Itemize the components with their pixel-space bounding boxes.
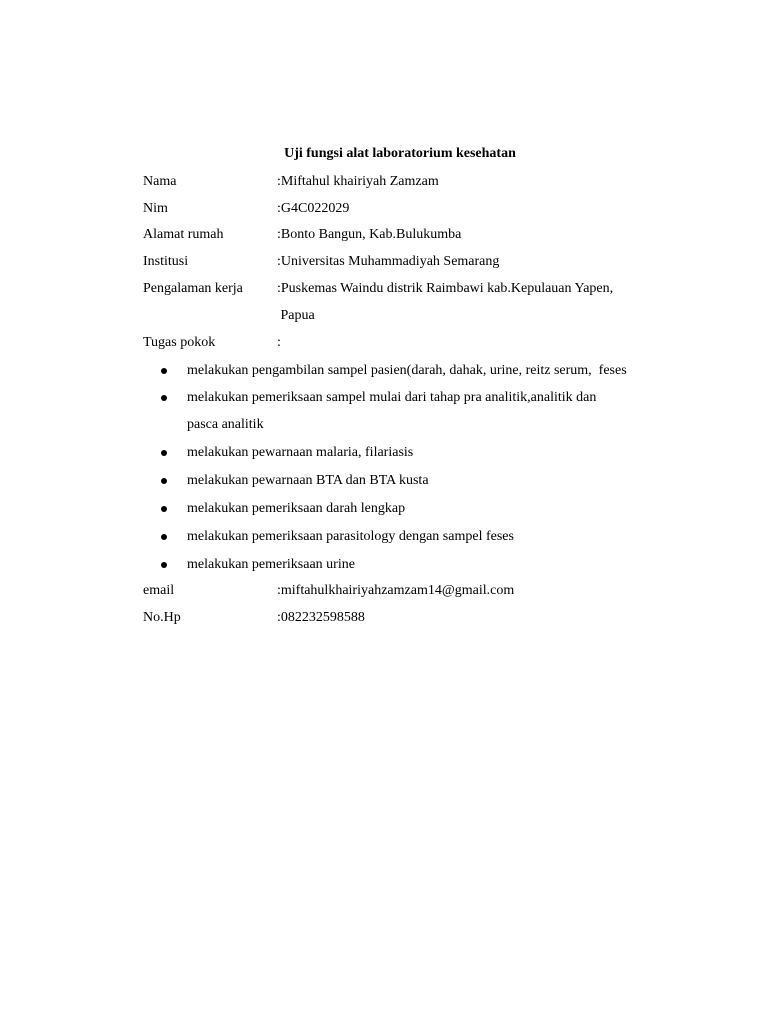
bullet-icon [161, 562, 167, 568]
field-value-continued: Papua [277, 308, 315, 323]
field-value: :miftahulkhairiyahzamzam14@gmail.com [277, 583, 515, 598]
list-item-text: melakukan pemeriksaan sampel mulai dari tahap pra analitik,analitik dan [187, 390, 597, 405]
list-item-text: melakukan pemeriksaan darah lengkap [187, 501, 406, 516]
list-item-continued: pasca analitik [187, 417, 264, 432]
list-item-text: melakukan pewarnaan malaria, filariasis [187, 445, 414, 460]
field-label: Institusi [143, 254, 189, 269]
bullet-icon [161, 450, 167, 456]
field-value: : [277, 335, 281, 350]
field-label: email [143, 583, 175, 598]
bullet-icon [161, 368, 167, 374]
list-item-text: melakukan pemeriksaan urine [187, 557, 355, 572]
field-label: Nim [143, 201, 168, 216]
field-value: :Bonto Bangun, Kab.Bulukumba [277, 227, 462, 242]
field-label: Tugas pokok [143, 335, 216, 350]
bullet-icon [161, 395, 167, 401]
bullet-icon [161, 506, 167, 512]
field-value: :Miftahul khairiyah Zamzam [277, 174, 439, 189]
list-item-text: melakukan pewarnaan BTA dan BTA kusta [187, 473, 429, 488]
bullet-icon [161, 534, 167, 540]
field-value: :G4C022029 [277, 201, 350, 216]
field-label: Nama [143, 174, 177, 189]
field-label: Alamat rumah [143, 227, 224, 242]
field-label: Pengalaman kerja [143, 281, 243, 296]
bullet-icon [161, 478, 167, 484]
document-title: Uji fungsi alat laboratorium kesehatan [284, 146, 516, 161]
field-label: No.Hp [143, 610, 181, 625]
field-value: :Universitas Muhammadiyah Semarang [277, 254, 500, 269]
field-value: :082232598588 [277, 610, 365, 625]
list-item-text: melakukan pemeriksaan parasitology dengan sampel feses [187, 529, 514, 544]
list-item-text: melakukan pengambilan sampel pasien(darah, dahak, urine, reitz serum, feses [187, 363, 627, 378]
field-value: :Puskemas Waindu distrik Raimbawi kab.Kepulauan Yapen, [277, 281, 614, 296]
